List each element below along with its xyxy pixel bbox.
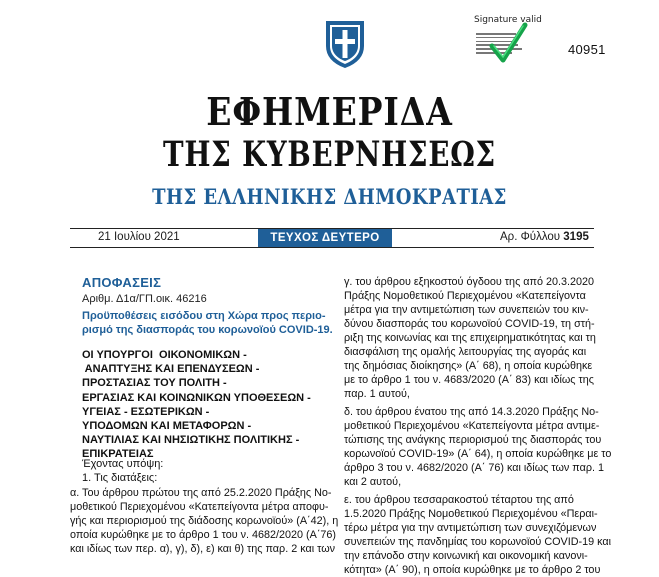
minister-line: ΠΡΟΣΤΑΣΙΑΣ ΤΟΥ ΠΟΛΙΤΗ -: [82, 377, 227, 390]
text-line: γής και περιορισμού της διάδοσης κορωνοϊού» (Α΄42), η: [70, 515, 339, 527]
issue-series-badge: ΤΕΥΧΟΣ ΔΕΥΤΕΡΟ: [258, 229, 392, 247]
text-line: γ. του άρθρου εξηκοστού όγδοου της από 20.3.2020: [344, 276, 594, 288]
text-line: δύνου διασποράς του κορωνοϊού COVID-19, τη στή-: [344, 318, 595, 330]
paragraph-a: [70, 486, 340, 556]
text-line: συνεπειών της πανδημίας του κορωνοϊού COVID-19 και: [344, 536, 612, 548]
minister-line: ΕΠΙΚΡΑΤΕΙΑΣ: [82, 448, 154, 461]
minister-line: ΟΙ ΥΠΟΥΡΓΟΙ ΟΙΚΟΝΟΜΙΚΩΝ -: [82, 349, 247, 361]
text-line: μέτρα για την αντιμετώπιση των συνεπειών του κιν-: [344, 304, 589, 316]
text-line: διασφάλιση της ομαλής λειτουργίας της αγοράς και: [344, 346, 587, 358]
text-line: της δημόσιας διοίκησης» (Α΄ 68), η οποία κυρώθηκε: [344, 360, 593, 372]
text-line: δ. του άρθρου ένατου της από 14.3.2020 Πράξης Νο-: [344, 406, 599, 418]
list-item: 1. Τις διατάξεις:: [82, 472, 158, 484]
text-line: ριξη της κοινωνίας και της επιχειρηματικότητας και τη: [344, 332, 596, 344]
text-line: α. Του άρθρου πρώτου της από 25.2.2020 Πράξης Νο-: [70, 487, 332, 499]
decision-number: Αριθμ. Δ1α/ΓΠ.οικ. 46216: [82, 293, 207, 305]
greek-coat-of-arms-icon: [324, 20, 366, 68]
minister-line: ΥΠΟΔΟΜΩΝ ΚΑΙ ΜΕΤΑΦΟΡΩΝ -: [82, 420, 252, 433]
text-line: μοθετικού Περιεχομένου «Κατεπείγοντα μέτρα αντιμε-: [344, 420, 600, 432]
text-line: την επάνοδο στην κοινωνική και οικονομική κανονι-: [344, 550, 588, 562]
text-line: μοθετικού Περιεχομένου «Κατεπείγοντα μέτρα αποφυ-: [70, 501, 329, 513]
text-line: παρ. 1 αυτού,: [344, 388, 410, 400]
gazette-title-line-2: ΤΗΣ ΚΥΒΕΡΝΗΣΕΩΣ: [163, 134, 496, 175]
section-heading: ΑΠΟΦΑΣΕΙΣ: [82, 275, 162, 290]
minister-line: ΑΝΑΠΤΥΞΗΣ ΚΑΙ ΕΠΕΝΔΥΣΕΩΝ -: [82, 363, 260, 376]
decision-title: Προϋποθέσεις εισόδου στη Χώρα προς περιο- ρισμό της διασποράς του κορωνοϊού COVID-19.: [82, 310, 333, 336]
issue-date: 21 Ιουλίου 2021: [98, 231, 180, 243]
issue-sheet-label: Αρ. Φύλλου: [500, 231, 561, 243]
text-line: 1.5.2020 Πράξης Νομοθετικού Περιεχομένου «Περαι-: [344, 508, 598, 520]
signature-valid-label: Signature valid: [474, 15, 542, 25]
text-line: κορωνοϊού COVID-19» (Α΄ 64), η οποία κυρώθηκε με το: [344, 448, 612, 460]
issue-bar-bottom-rule: [70, 247, 594, 248]
text-line: ε. του άρθρου τεσσαρακοστού τέταρτου της από: [344, 494, 574, 506]
text-line: και 2 αυτού,: [344, 476, 402, 488]
minister-line: ΕΡΓΑΣΙΑΣ ΚΑΙ ΚΟΙΝΩΝΙΚΩΝ ΥΠΟΘΕΣΕΩΝ -: [82, 391, 311, 404]
text-line: τέρω μέτρα για την αντιμετώπιση των συνεχιζόμενων: [344, 522, 597, 534]
ministers-list: [82, 348, 342, 462]
text-line: άρθρο 3 του ν. 4682/2020 (Α΄ 76) και ιδίως των παρ. 1: [344, 462, 604, 474]
minister-line: ΥΓΕΙΑΣ - ΕΣΩΤΕΡΙΚΩΝ -: [82, 405, 210, 418]
right-column: [344, 275, 612, 577]
page-number: 40951: [568, 42, 606, 57]
text-line: τώπισης της ανάγκης περιορισμού της διασποράς του: [344, 434, 602, 446]
text-line: με το άρθρο 1 του ν. 4683/2020 (Α΄ 83) και ιδίως της: [344, 374, 594, 386]
minister-line: ΝΑΥΤΙΛΙΑΣ ΚΑΙ ΝΗΣΙΩΤΙΚΗΣ ΠΟΛΙΤΙΚΗΣ -: [82, 434, 300, 447]
text-line: κότητα» (Α΄ 90), η οποία κυρώθηκε με το άρθρο 2 του: [344, 564, 601, 576]
gazette-subtitle: ΤΗΣ ΕΛΛΗΝΙΚΗΣ ΔΗΜΟΚΡΑΤΙΑΣ: [152, 184, 507, 209]
checkmark-icon: [488, 22, 528, 66]
intro-text: Έχοντας υπόψη:: [82, 458, 164, 470]
issue-sheet-number: [500, 231, 589, 243]
text-line: και ιδίως των περ. α), γ), δ), ε) και θ) της παρ. 2 και των: [70, 543, 336, 555]
issue-sheet-value: 3195: [563, 231, 589, 243]
text-line: οποία κυρώθηκε με το άρθρο 1 του ν. 4682/2020 (Α΄76): [70, 529, 337, 541]
gazette-title: ΕΦΗΜΕΡΙΔΑ: [206, 89, 453, 134]
text-line: Πράξης Νομοθετικού Περιεχομένου «Κατεπείγοντα: [344, 290, 586, 302]
